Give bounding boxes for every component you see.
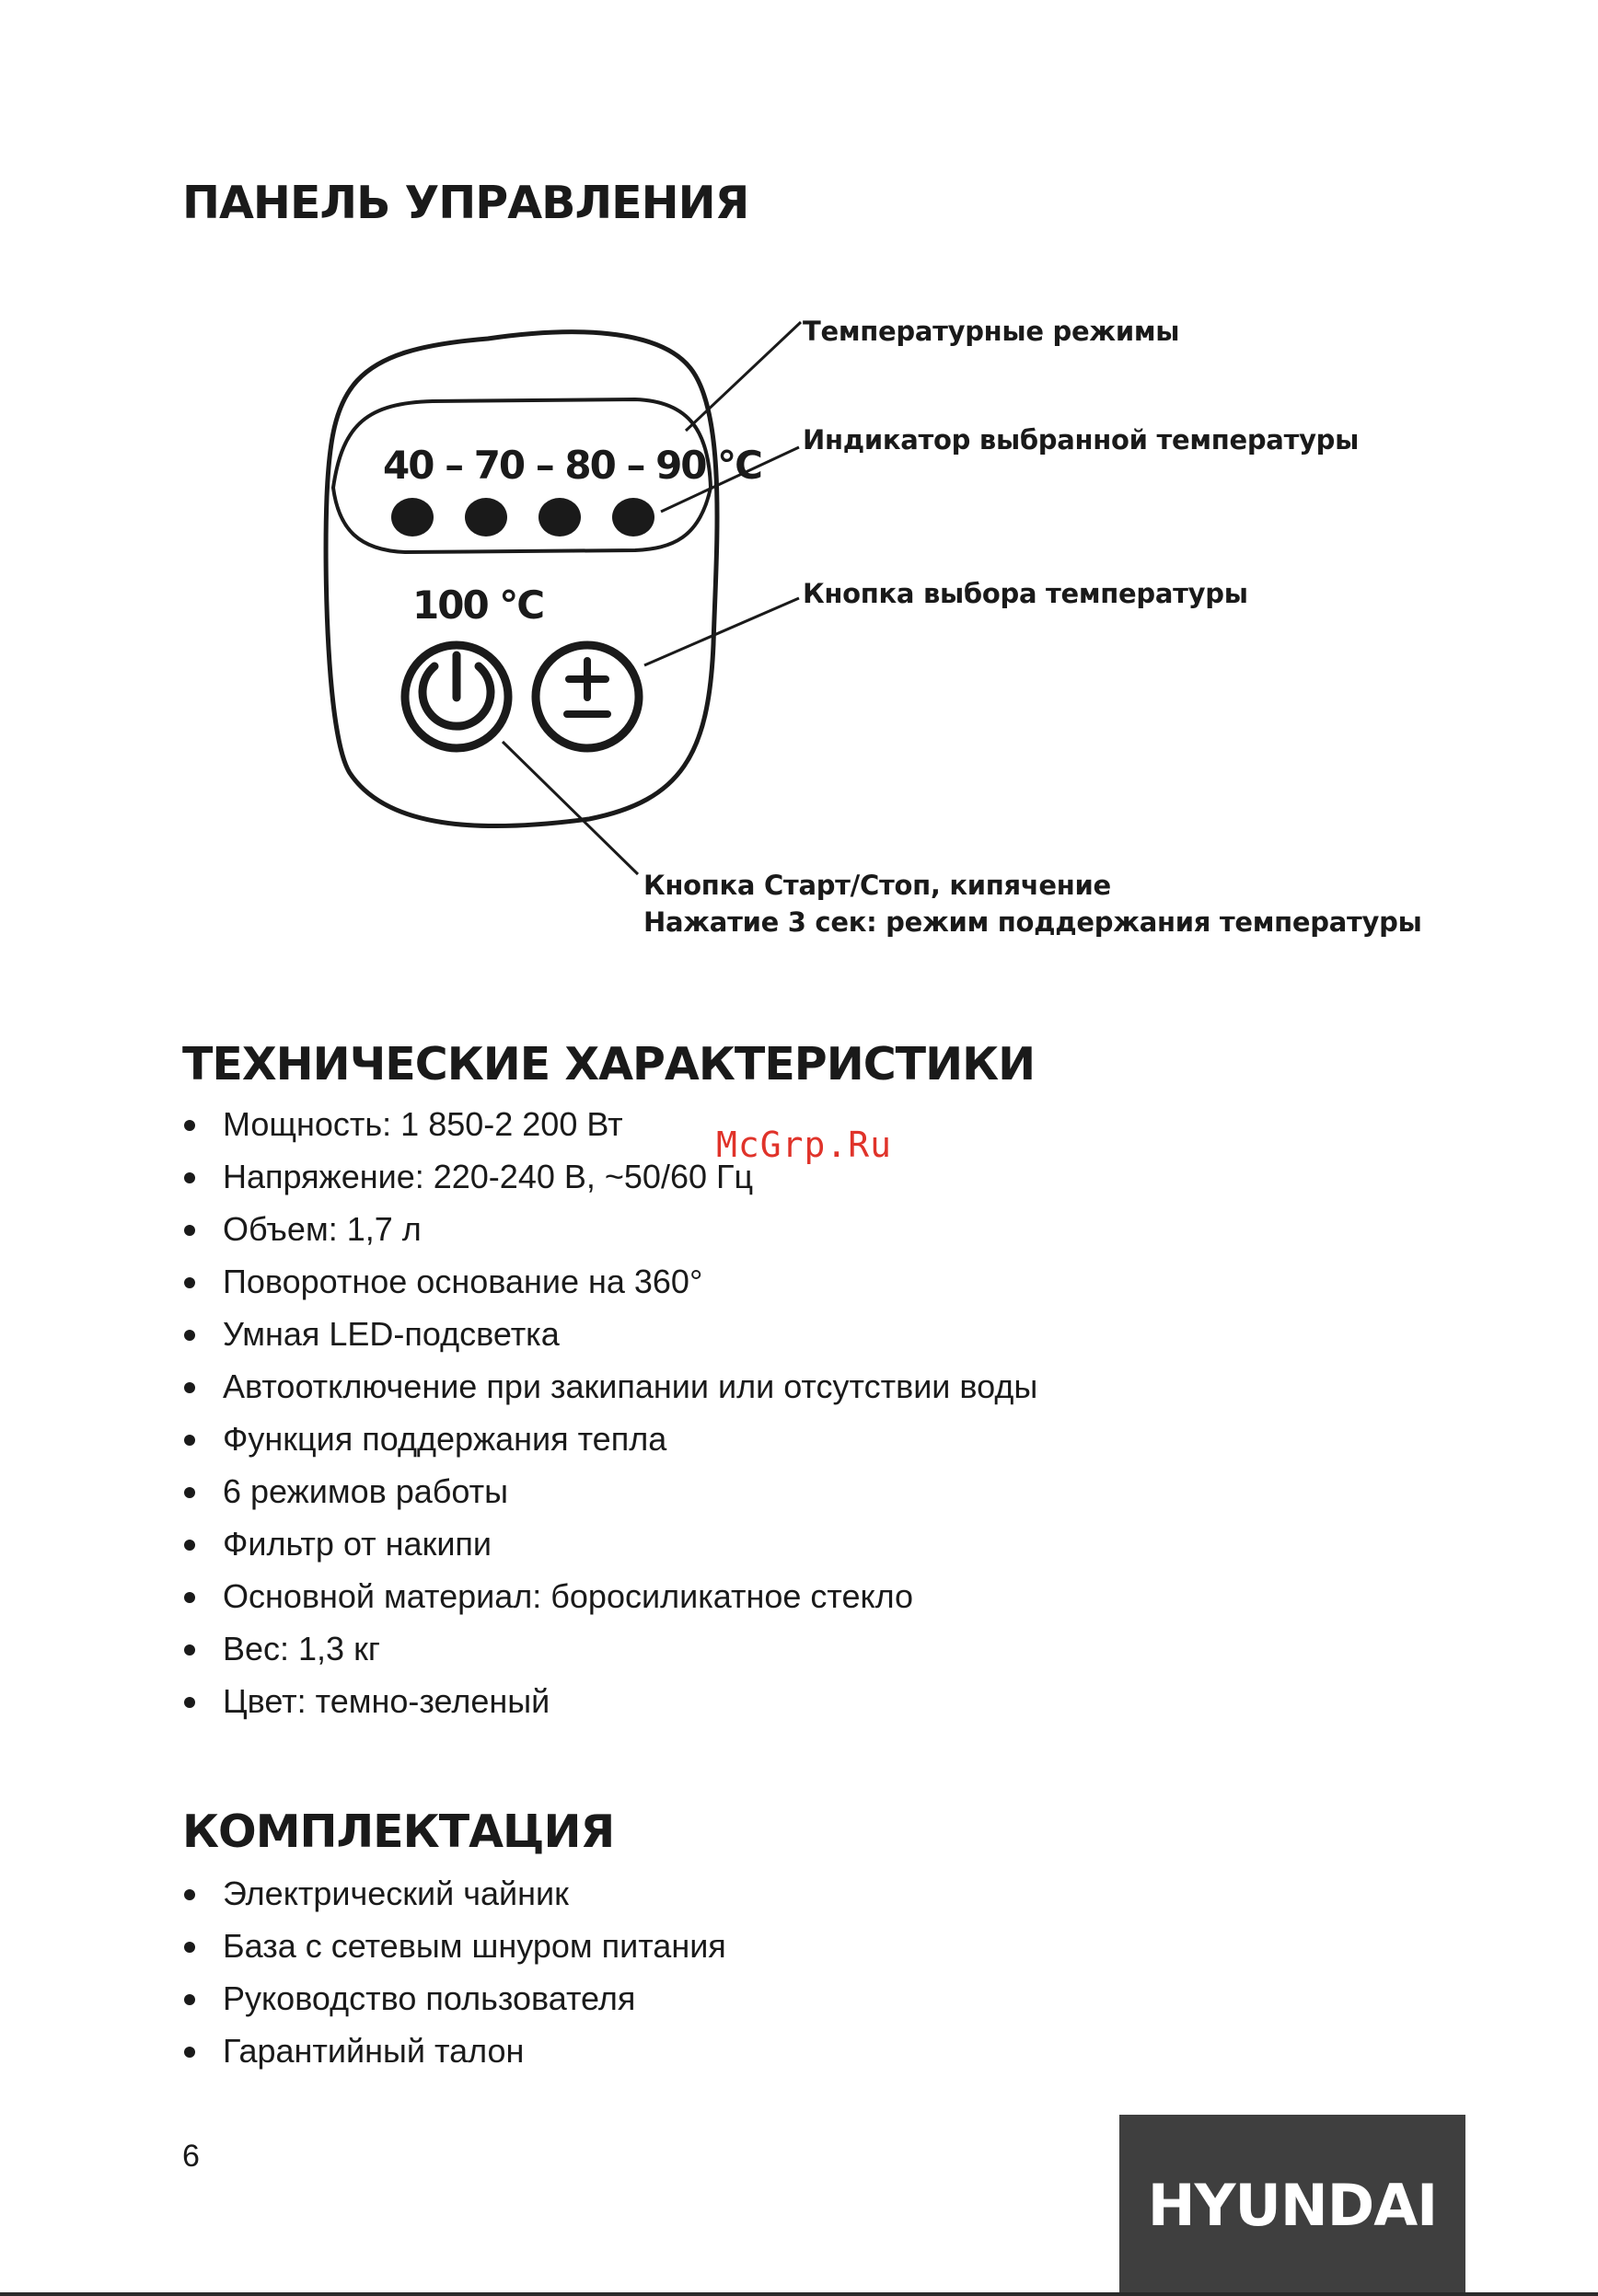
indicator-led-90 [612,498,654,537]
list-item [182,1203,1037,1255]
section-title-specifications: ТЕХНИЧЕСКИЕ ХАРАКТЕРИСТИКИ [182,1038,1036,1090]
package-text: Руководство пользователя [223,1979,636,2017]
package-list [182,1867,726,2077]
footer-rule [0,2292,1598,2296]
spec-text: Напряжение: 220-240 В, ~50/60 Гц [223,1158,754,1195]
list-item [182,1675,1037,1727]
list-item [182,1098,1037,1150]
spec-text: Фильтр от накипи [223,1525,492,1563]
page-number: 6 [182,2139,200,2174]
bullet-icon [184,2047,195,2058]
bullet-icon [184,1697,195,1708]
indicator-led-70 [465,498,507,537]
spec-text: Поворотное основание на 360° [223,1263,703,1300]
spec-text: Умная LED-подсветка [223,1315,560,1353]
list-item [182,1570,1037,1622]
list-item [182,1622,1037,1675]
bullet-icon [184,1172,195,1183]
specifications-list [182,1098,1037,1727]
spec-text: Основной материал: боросиликатное стекло [223,1577,914,1615]
bullet-icon [184,1330,195,1341]
package-text: Электрический чайник [223,1875,569,1912]
bullet-icon [184,1644,195,1656]
list-item [182,1360,1037,1413]
bullet-icon [184,1277,195,1288]
indicator-led-80 [538,498,581,537]
list-item [182,1308,1037,1360]
callout-temperature-modes: Температурные режимы [803,316,1180,347]
brand-logo-box [1119,2115,1465,2296]
callout-start-stop-line1: Кнопка Старт/Стоп, кипячение [643,870,1111,901]
list-item [182,1517,1037,1570]
bullet-icon [184,1994,195,2005]
boil-temperature-label: 100 °C [412,583,544,628]
list-item [182,1465,1037,1517]
bullet-icon [184,1592,195,1603]
watermark: McGrp.Ru [716,1125,893,1165]
package-text: База с сетевым шнуром питания [223,1927,726,1965]
spec-text: 6 режимов работы [223,1472,509,1510]
bullet-icon [184,1889,195,1900]
brand-logo: HYUNDAI [1147,2172,1438,2239]
list-item [182,1413,1037,1465]
spec-text: Функция поддержания тепла [223,1420,667,1458]
bullet-icon [184,1225,195,1236]
list-item [182,2025,726,2077]
spec-text: Объем: 1,7 л [223,1210,422,1248]
list-item [182,1867,726,1920]
list-item [182,1150,1037,1203]
list-item [182,1255,1037,1308]
spec-text: Автоотключение при закипании или отсутствии воды [223,1367,1038,1405]
bullet-icon [184,1540,195,1551]
package-text: Гарантийный талон [223,2032,525,2070]
callout-temperature-indicator: Индикатор выбранной температуры [803,424,1360,456]
spec-text: Цвет: темно-зеленый [223,1682,550,1720]
callout-temperature-select-button: Кнопка выбора температуры [803,578,1248,609]
list-item [182,1920,726,1972]
bullet-icon [184,1942,195,1953]
bullet-icon [184,1120,195,1131]
callout-start-stop-line2: Нажатие 3 сек: режим поддержания температуры [643,906,1422,938]
indicator-led-40 [391,498,434,537]
temperature-scale-label: 40 – 70 – 80 – 90 °C [383,443,761,488]
spec-text: Вес: 1,3 кг [223,1630,380,1667]
section-title-control-panel: ПАНЕЛЬ УПРАВЛЕНИЯ [182,177,749,229]
control-panel-diagram [0,0,1598,975]
list-item [182,1972,726,2025]
section-title-package: КОМПЛЕКТАЦИЯ [182,1806,615,1858]
leader-line-temp-modes [686,322,801,431]
bullet-icon [184,1382,195,1393]
bullet-icon [184,1487,195,1498]
bullet-icon [184,1435,195,1446]
spec-text: Мощность: 1 850-2 200 Вт [223,1105,623,1143]
